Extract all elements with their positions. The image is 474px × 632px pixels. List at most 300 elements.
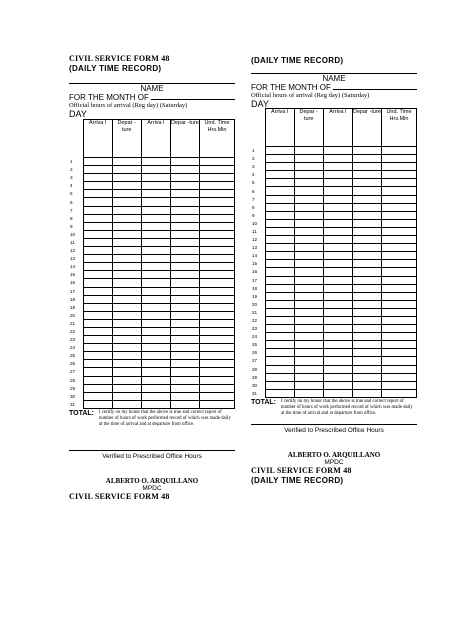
undertime-cell[interactable] <box>382 276 417 284</box>
departure-pm-cell[interactable] <box>170 344 199 352</box>
departure-pm-cell[interactable] <box>170 384 199 392</box>
departure-am-cell[interactable] <box>112 255 141 263</box>
arrival-am-cell[interactable] <box>83 247 112 255</box>
undertime-cell[interactable] <box>382 203 417 211</box>
undertime-cell[interactable] <box>382 341 417 349</box>
arrival-am-cell[interactable] <box>265 227 294 235</box>
arrival-pm-cell[interactable] <box>323 389 352 397</box>
arrival-am-cell[interactable] <box>83 303 112 311</box>
undertime-cell[interactable] <box>382 236 417 244</box>
arrival-pm-cell[interactable] <box>141 400 170 408</box>
departure-am-cell[interactable] <box>112 271 141 279</box>
departure-am-cell[interactable] <box>112 384 141 392</box>
arrival-am-cell[interactable] <box>265 147 294 155</box>
arrival-am-cell[interactable] <box>265 203 294 211</box>
departure-pm-cell[interactable] <box>170 400 199 408</box>
arrival-am-cell[interactable] <box>265 389 294 397</box>
departure-pm-cell[interactable] <box>170 247 199 255</box>
departure-am-cell[interactable] <box>294 187 323 195</box>
verifier-signature-line[interactable] <box>251 424 417 425</box>
arrival-am-cell[interactable] <box>265 171 294 179</box>
departure-pm-cell[interactable] <box>352 236 381 244</box>
arrival-am-cell[interactable] <box>83 311 112 319</box>
departure-am-cell[interactable] <box>112 247 141 255</box>
undertime-cell[interactable] <box>200 158 235 166</box>
departure-am-cell[interactable] <box>294 341 323 349</box>
arrival-pm-cell[interactable] <box>323 365 352 373</box>
departure-am-cell[interactable] <box>294 147 323 155</box>
departure-am-cell[interactable] <box>112 263 141 271</box>
undertime-cell[interactable] <box>200 336 235 344</box>
arrival-pm-cell[interactable] <box>323 381 352 389</box>
arrival-am-cell[interactable] <box>265 349 294 357</box>
arrival-pm-cell[interactable] <box>323 179 352 187</box>
arrival-pm-cell[interactable] <box>323 357 352 365</box>
arrival-am-cell[interactable] <box>265 276 294 284</box>
arrival-am-cell[interactable] <box>83 287 112 295</box>
arrival-am-cell[interactable] <box>83 214 112 222</box>
departure-am-cell[interactable] <box>294 381 323 389</box>
undertime-cell[interactable] <box>200 206 235 214</box>
departure-pm-cell[interactable] <box>352 341 381 349</box>
arrival-pm-cell[interactable] <box>141 214 170 222</box>
departure-pm-cell[interactable] <box>352 244 381 252</box>
undertime-cell[interactable] <box>200 384 235 392</box>
undertime-cell[interactable] <box>382 260 417 268</box>
arrival-am-cell[interactable] <box>265 252 294 260</box>
undertime-cell[interactable] <box>382 316 417 324</box>
departure-am-cell[interactable] <box>112 287 141 295</box>
undertime-cell[interactable] <box>200 392 235 400</box>
arrival-pm-cell[interactable] <box>141 279 170 287</box>
undertime-cell[interactable] <box>200 190 235 198</box>
departure-am-cell[interactable] <box>112 360 141 368</box>
undertime-cell[interactable] <box>200 198 235 206</box>
undertime-cell[interactable] <box>382 333 417 341</box>
arrival-pm-cell[interactable] <box>141 327 170 335</box>
departure-pm-cell[interactable] <box>170 376 199 384</box>
departure-am-cell[interactable] <box>294 308 323 316</box>
arrival-pm-cell[interactable] <box>141 263 170 271</box>
departure-am-cell[interactable] <box>112 190 141 198</box>
departure-pm-cell[interactable] <box>170 206 199 214</box>
departure-am-cell[interactable] <box>294 171 323 179</box>
departure-am-cell[interactable] <box>112 182 141 190</box>
arrival-pm-cell[interactable] <box>141 190 170 198</box>
arrival-am-cell[interactable] <box>265 155 294 163</box>
undertime-cell[interactable] <box>382 389 417 397</box>
departure-pm-cell[interactable] <box>170 336 199 344</box>
arrival-pm-cell[interactable] <box>323 171 352 179</box>
arrival-pm-cell[interactable] <box>323 341 352 349</box>
undertime-cell[interactable] <box>382 163 417 171</box>
departure-am-cell[interactable] <box>294 333 323 341</box>
arrival-am-cell[interactable] <box>83 336 112 344</box>
departure-pm-cell[interactable] <box>352 195 381 203</box>
departure-am-cell[interactable] <box>112 336 141 344</box>
departure-am-cell[interactable] <box>294 163 323 171</box>
departure-pm-cell[interactable] <box>170 360 199 368</box>
arrival-pm-cell[interactable] <box>323 227 352 235</box>
departure-am-cell[interactable] <box>294 195 323 203</box>
departure-am-cell[interactable] <box>294 300 323 308</box>
arrival-am-cell[interactable] <box>265 292 294 300</box>
arrival-am-cell[interactable] <box>265 284 294 292</box>
departure-pm-cell[interactable] <box>352 211 381 219</box>
departure-pm-cell[interactable] <box>170 158 199 166</box>
undertime-cell[interactable] <box>382 373 417 381</box>
departure-am-cell[interactable] <box>294 179 323 187</box>
arrival-pm-cell[interactable] <box>323 300 352 308</box>
undertime-cell[interactable] <box>200 376 235 384</box>
departure-am-cell[interactable] <box>112 214 141 222</box>
undertime-cell[interactable] <box>200 311 235 319</box>
arrival-am-cell[interactable] <box>265 187 294 195</box>
departure-pm-cell[interactable] <box>170 255 199 263</box>
month-field[interactable] <box>333 83 417 90</box>
departure-pm-cell[interactable] <box>352 333 381 341</box>
arrival-am-cell[interactable] <box>265 357 294 365</box>
arrival-am-cell[interactable] <box>83 376 112 384</box>
undertime-cell[interactable] <box>382 244 417 252</box>
undertime-cell[interactable] <box>200 368 235 376</box>
arrival-pm-cell[interactable] <box>141 303 170 311</box>
departure-pm-cell[interactable] <box>352 316 381 324</box>
departure-am-cell[interactable] <box>112 230 141 238</box>
arrival-am-cell[interactable] <box>83 190 112 198</box>
arrival-pm-cell[interactable] <box>141 247 170 255</box>
departure-pm-cell[interactable] <box>170 295 199 303</box>
arrival-am-cell[interactable] <box>83 319 112 327</box>
arrival-am-cell[interactable] <box>83 400 112 408</box>
arrival-pm-cell[interactable] <box>141 255 170 263</box>
departure-pm-cell[interactable] <box>170 214 199 222</box>
arrival-am-cell[interactable] <box>83 271 112 279</box>
departure-pm-cell[interactable] <box>352 300 381 308</box>
departure-pm-cell[interactable] <box>170 319 199 327</box>
arrival-am-cell[interactable] <box>265 365 294 373</box>
departure-am-cell[interactable] <box>294 268 323 276</box>
departure-pm-cell[interactable] <box>352 308 381 316</box>
arrival-am-cell[interactable] <box>83 344 112 352</box>
arrival-am-cell[interactable] <box>265 244 294 252</box>
arrival-pm-cell[interactable] <box>323 316 352 324</box>
arrival-am-cell[interactable] <box>83 255 112 263</box>
departure-am-cell[interactable] <box>294 155 323 163</box>
departure-am-cell[interactable] <box>294 219 323 227</box>
departure-am-cell[interactable] <box>294 260 323 268</box>
arrival-am-cell[interactable] <box>265 325 294 333</box>
undertime-cell[interactable] <box>382 325 417 333</box>
departure-pm-cell[interactable] <box>352 260 381 268</box>
departure-pm-cell[interactable] <box>352 147 381 155</box>
departure-am-cell[interactable] <box>112 319 141 327</box>
departure-am-cell[interactable] <box>294 276 323 284</box>
departure-am-cell[interactable] <box>112 174 141 182</box>
departure-am-cell[interactable] <box>112 198 141 206</box>
departure-pm-cell[interactable] <box>170 174 199 182</box>
departure-pm-cell[interactable] <box>352 389 381 397</box>
departure-am-cell[interactable] <box>294 365 323 373</box>
arrival-pm-cell[interactable] <box>141 344 170 352</box>
arrival-am-cell[interactable] <box>83 263 112 271</box>
departure-pm-cell[interactable] <box>352 292 381 300</box>
departure-am-cell[interactable] <box>294 236 323 244</box>
departure-am-cell[interactable] <box>294 389 323 397</box>
arrival-pm-cell[interactable] <box>323 252 352 260</box>
departure-am-cell[interactable] <box>112 368 141 376</box>
arrival-am-cell[interactable] <box>83 352 112 360</box>
arrival-pm-cell[interactable] <box>141 311 170 319</box>
arrival-am-cell[interactable] <box>83 182 112 190</box>
arrival-pm-cell[interactable] <box>323 244 352 252</box>
departure-am-cell[interactable] <box>294 252 323 260</box>
departure-am-cell[interactable] <box>294 203 323 211</box>
departure-am-cell[interactable] <box>112 327 141 335</box>
undertime-cell[interactable] <box>382 171 417 179</box>
verifier-signature-line[interactable] <box>69 450 235 451</box>
arrival-pm-cell[interactable] <box>141 368 170 376</box>
arrival-pm-cell[interactable] <box>323 195 352 203</box>
arrival-am-cell[interactable] <box>83 295 112 303</box>
departure-pm-cell[interactable] <box>352 373 381 381</box>
arrival-pm-cell[interactable] <box>141 206 170 214</box>
arrival-am-cell[interactable] <box>83 279 112 287</box>
arrival-am-cell[interactable] <box>83 392 112 400</box>
departure-am-cell[interactable] <box>294 227 323 235</box>
departure-am-cell[interactable] <box>112 400 141 408</box>
undertime-cell[interactable] <box>200 360 235 368</box>
month-field[interactable] <box>151 93 235 100</box>
undertime-cell[interactable] <box>382 300 417 308</box>
undertime-cell[interactable] <box>200 327 235 335</box>
arrival-pm-cell[interactable] <box>323 333 352 341</box>
departure-am-cell[interactable] <box>294 373 323 381</box>
arrival-am-cell[interactable] <box>265 163 294 171</box>
departure-pm-cell[interactable] <box>352 357 381 365</box>
undertime-cell[interactable] <box>382 195 417 203</box>
departure-pm-cell[interactable] <box>352 179 381 187</box>
arrival-pm-cell[interactable] <box>141 295 170 303</box>
departure-am-cell[interactable] <box>294 292 323 300</box>
arrival-am-cell[interactable] <box>265 300 294 308</box>
undertime-cell[interactable] <box>200 400 235 408</box>
departure-am-cell[interactable] <box>112 344 141 352</box>
undertime-cell[interactable] <box>382 292 417 300</box>
undertime-cell[interactable] <box>382 357 417 365</box>
undertime-cell[interactable] <box>382 211 417 219</box>
arrival-am-cell[interactable] <box>265 211 294 219</box>
arrival-pm-cell[interactable] <box>141 271 170 279</box>
undertime-cell[interactable] <box>200 247 235 255</box>
undertime-cell[interactable] <box>382 284 417 292</box>
departure-am-cell[interactable] <box>294 316 323 324</box>
arrival-am-cell[interactable] <box>265 341 294 349</box>
arrival-pm-cell[interactable] <box>141 230 170 238</box>
departure-pm-cell[interactable] <box>352 171 381 179</box>
departure-pm-cell[interactable] <box>170 198 199 206</box>
departure-am-cell[interactable] <box>112 303 141 311</box>
departure-pm-cell[interactable] <box>352 227 381 235</box>
undertime-cell[interactable] <box>200 230 235 238</box>
arrival-pm-cell[interactable] <box>323 325 352 333</box>
departure-pm-cell[interactable] <box>170 238 199 246</box>
departure-am-cell[interactable] <box>112 222 141 230</box>
departure-pm-cell[interactable] <box>352 276 381 284</box>
departure-pm-cell[interactable] <box>352 349 381 357</box>
undertime-cell[interactable] <box>200 255 235 263</box>
departure-am-cell[interactable] <box>112 352 141 360</box>
arrival-am-cell[interactable] <box>265 333 294 341</box>
arrival-am-cell[interactable] <box>265 308 294 316</box>
departure-pm-cell[interactable] <box>352 381 381 389</box>
undertime-cell[interactable] <box>382 147 417 155</box>
arrival-am-cell[interactable] <box>265 373 294 381</box>
arrival-am-cell[interactable] <box>83 198 112 206</box>
undertime-cell[interactable] <box>382 308 417 316</box>
departure-am-cell[interactable] <box>112 206 141 214</box>
departure-pm-cell[interactable] <box>170 182 199 190</box>
arrival-pm-cell[interactable] <box>141 360 170 368</box>
undertime-cell[interactable] <box>200 319 235 327</box>
arrival-pm-cell[interactable] <box>141 166 170 174</box>
undertime-cell[interactable] <box>200 263 235 271</box>
undertime-cell[interactable] <box>382 268 417 276</box>
arrival-pm-cell[interactable] <box>141 182 170 190</box>
departure-pm-cell[interactable] <box>170 222 199 230</box>
undertime-cell[interactable] <box>200 182 235 190</box>
arrival-pm-cell[interactable] <box>141 174 170 182</box>
departure-am-cell[interactable] <box>112 166 141 174</box>
departure-pm-cell[interactable] <box>170 352 199 360</box>
arrival-pm-cell[interactable] <box>141 158 170 166</box>
arrival-pm-cell[interactable] <box>323 284 352 292</box>
departure-am-cell[interactable] <box>294 357 323 365</box>
departure-pm-cell[interactable] <box>170 392 199 400</box>
departure-pm-cell[interactable] <box>170 271 199 279</box>
arrival-am-cell[interactable] <box>265 219 294 227</box>
arrival-pm-cell[interactable] <box>323 236 352 244</box>
undertime-cell[interactable] <box>382 187 417 195</box>
undertime-cell[interactable] <box>200 303 235 311</box>
arrival-pm-cell[interactable] <box>141 336 170 344</box>
arrival-am-cell[interactable] <box>83 206 112 214</box>
undertime-cell[interactable] <box>382 349 417 357</box>
undertime-cell[interactable] <box>382 179 417 187</box>
departure-pm-cell[interactable] <box>352 365 381 373</box>
undertime-cell[interactable] <box>382 252 417 260</box>
departure-am-cell[interactable] <box>294 244 323 252</box>
arrival-am-cell[interactable] <box>83 327 112 335</box>
departure-pm-cell[interactable] <box>352 155 381 163</box>
undertime-cell[interactable] <box>200 214 235 222</box>
departure-am-cell[interactable] <box>112 279 141 287</box>
arrival-am-cell[interactable] <box>265 381 294 389</box>
arrival-pm-cell[interactable] <box>323 155 352 163</box>
departure-am-cell[interactable] <box>294 211 323 219</box>
departure-pm-cell[interactable] <box>170 368 199 376</box>
undertime-cell[interactable] <box>200 279 235 287</box>
arrival-am-cell[interactable] <box>83 384 112 392</box>
arrival-pm-cell[interactable] <box>141 392 170 400</box>
departure-pm-cell[interactable] <box>352 163 381 171</box>
arrival-pm-cell[interactable] <box>323 147 352 155</box>
arrival-am-cell[interactable] <box>83 368 112 376</box>
arrival-pm-cell[interactable] <box>141 352 170 360</box>
departure-pm-cell[interactable] <box>352 284 381 292</box>
arrival-pm-cell[interactable] <box>141 238 170 246</box>
undertime-cell[interactable] <box>382 365 417 373</box>
undertime-cell[interactable] <box>200 174 235 182</box>
departure-pm-cell[interactable] <box>352 252 381 260</box>
departure-pm-cell[interactable] <box>352 219 381 227</box>
undertime-cell[interactable] <box>382 381 417 389</box>
arrival-pm-cell[interactable] <box>323 276 352 284</box>
undertime-cell[interactable] <box>200 344 235 352</box>
departure-am-cell[interactable] <box>294 284 323 292</box>
departure-pm-cell[interactable] <box>170 287 199 295</box>
departure-pm-cell[interactable] <box>352 187 381 195</box>
arrival-pm-cell[interactable] <box>323 187 352 195</box>
departure-am-cell[interactable] <box>294 325 323 333</box>
departure-am-cell[interactable] <box>112 295 141 303</box>
undertime-cell[interactable] <box>382 227 417 235</box>
departure-pm-cell[interactable] <box>170 263 199 271</box>
arrival-pm-cell[interactable] <box>323 163 352 171</box>
arrival-am-cell[interactable] <box>265 179 294 187</box>
arrival-pm-cell[interactable] <box>323 203 352 211</box>
arrival-pm-cell[interactable] <box>141 222 170 230</box>
undertime-cell[interactable] <box>200 222 235 230</box>
arrival-pm-cell[interactable] <box>141 376 170 384</box>
arrival-am-cell[interactable] <box>83 174 112 182</box>
departure-pm-cell[interactable] <box>352 203 381 211</box>
arrival-pm-cell[interactable] <box>323 260 352 268</box>
departure-am-cell[interactable] <box>112 158 141 166</box>
undertime-cell[interactable] <box>200 295 235 303</box>
arrival-pm-cell[interactable] <box>141 319 170 327</box>
arrival-pm-cell[interactable] <box>141 384 170 392</box>
departure-pm-cell[interactable] <box>170 279 199 287</box>
departure-am-cell[interactable] <box>294 349 323 357</box>
arrival-pm-cell[interactable] <box>141 198 170 206</box>
arrival-pm-cell[interactable] <box>141 287 170 295</box>
arrival-pm-cell[interactable] <box>323 373 352 381</box>
undertime-cell[interactable] <box>200 287 235 295</box>
arrival-am-cell[interactable] <box>265 236 294 244</box>
arrival-am-cell[interactable] <box>83 166 112 174</box>
arrival-am-cell[interactable] <box>83 230 112 238</box>
departure-am-cell[interactable] <box>112 311 141 319</box>
departure-pm-cell[interactable] <box>170 303 199 311</box>
undertime-cell[interactable] <box>200 271 235 279</box>
undertime-cell[interactable] <box>382 155 417 163</box>
arrival-am-cell[interactable] <box>265 316 294 324</box>
departure-pm-cell[interactable] <box>170 166 199 174</box>
departure-pm-cell[interactable] <box>170 327 199 335</box>
departure-pm-cell[interactable] <box>170 311 199 319</box>
arrival-am-cell[interactable] <box>265 260 294 268</box>
departure-pm-cell[interactable] <box>170 190 199 198</box>
departure-pm-cell[interactable] <box>352 325 381 333</box>
arrival-am-cell[interactable] <box>83 360 112 368</box>
arrival-am-cell[interactable] <box>83 238 112 246</box>
arrival-pm-cell[interactable] <box>323 292 352 300</box>
departure-pm-cell[interactable] <box>170 230 199 238</box>
undertime-cell[interactable] <box>200 352 235 360</box>
undertime-cell[interactable] <box>382 219 417 227</box>
arrival-pm-cell[interactable] <box>323 349 352 357</box>
